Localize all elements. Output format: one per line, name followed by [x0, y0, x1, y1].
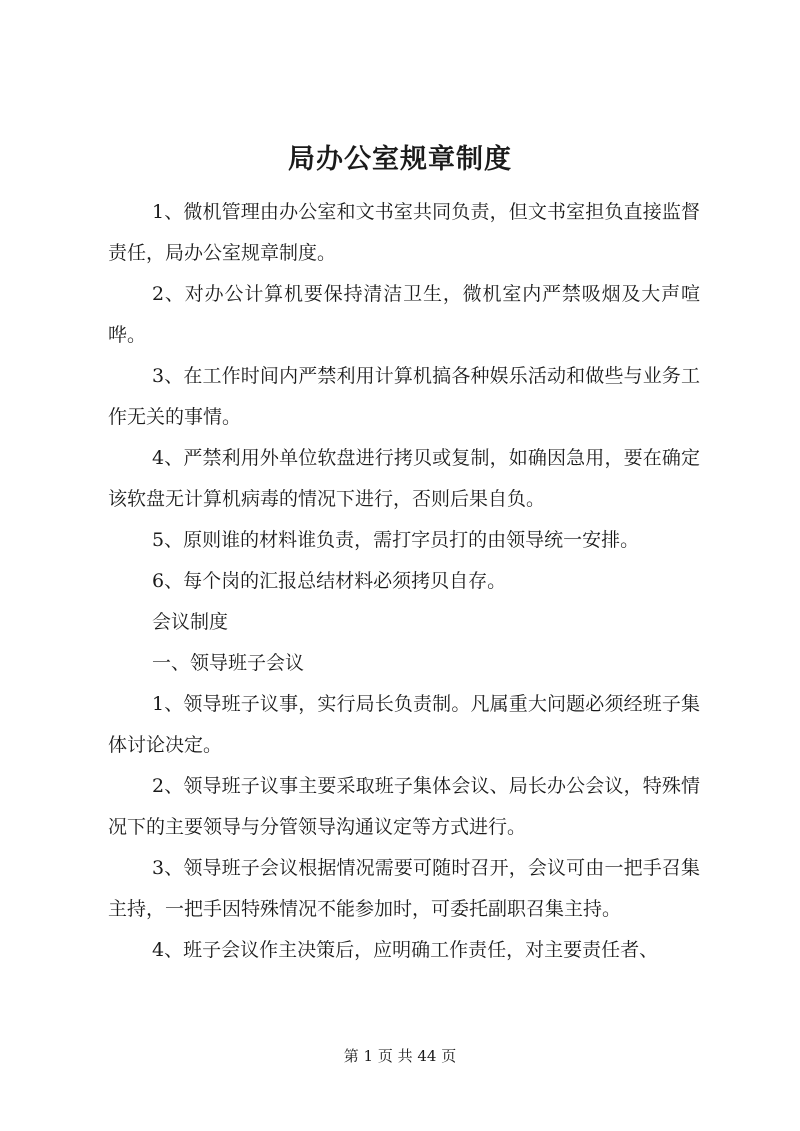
paragraph: 2、对办公计算机要保持清洁卫生，微机室内严禁吸烟及大声喧哗。: [108, 283, 700, 346]
paragraph: 6、每个岗的汇报总结材料必须拷贝自存。: [152, 570, 507, 592]
paragraph: 2、领导班子议事主要采取班子集体会议、局长办公会议，特殊情况下的主要领导与分管领导沟通议定等方式进行。: [108, 775, 700, 838]
paragraph: 4、严禁利用外单位软盘进行拷贝或复制，如确因急用，要在确定该软盘无计算机病毒的情况下进行，否则后果自负。: [108, 447, 700, 510]
document-title: 局办公室规章制度: [288, 144, 512, 175]
page-footer: 第 1 页 共 44 页: [343, 1047, 457, 1065]
document-body: [108, 192, 700, 971]
paragraph: 3、领导班子会议根据情况需要可随时召开，会议可由一把手召集主持，一把手因特殊情况不能参加时，可委托副职召集主持。: [108, 857, 700, 920]
paragraph: 1、领导班子议事，实行局长负责制。凡属重大问题必须经班子集体讨论决定。: [108, 693, 700, 756]
subsection-heading: 一、领导班子会议: [152, 652, 305, 674]
paragraph: 1、微机管理由办公室和文书室共同负责，但文书室担负直接监督责任，局办公室规章制度。: [108, 201, 700, 264]
section-heading: 会议制度: [152, 611, 229, 633]
paragraph: 4、班子会议作主决策后，应明确工作责任，对主要责任者、: [152, 939, 659, 961]
paragraph: 3、在工作时间内严禁利用计算机搞各种娱乐活动和做些与业务工作无关的事情。: [108, 365, 700, 428]
paragraph: 5、原则谁的材料谁负责，需打字员打的由领导统一安排。: [152, 529, 640, 551]
